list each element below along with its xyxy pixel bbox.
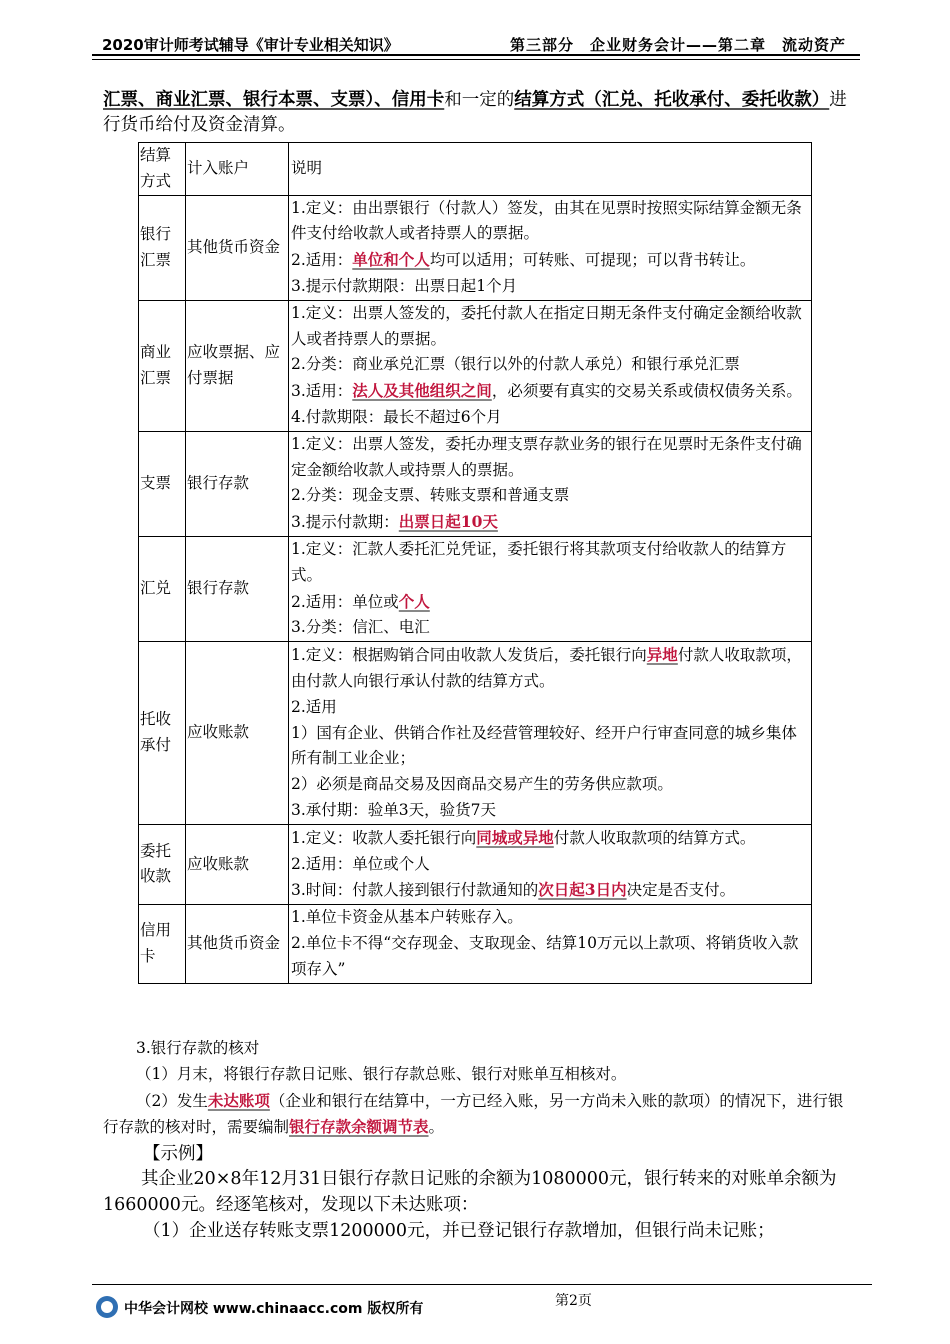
desc-text: 3.适用：: [291, 382, 353, 401]
row-description: [289, 300, 812, 431]
p2-text: （企业和银行在结算中，一方已经入账，另一方尚未入账的款项）的情况下，进行银行存款的核对时，需要编制: [103, 1092, 844, 1136]
settlement-methods-table: [138, 142, 812, 984]
page-number: 第2页: [555, 1293, 592, 1309]
desc-line: 1.定义：由出票银行（付款人）签发，由其在见票时按照实际结算金额无条件支付给收款人或者持票人的票据。: [291, 198, 802, 243]
row-description: [289, 431, 812, 536]
desc-text: 均可以适用；可转账、可提现；可以背书转让。: [429, 251, 756, 270]
p2-highlight: 未达账项: [207, 1091, 270, 1110]
table-row: [139, 431, 812, 536]
row-account: 应收票据、应付票据: [186, 300, 289, 431]
desc-line: [291, 509, 810, 536]
table-row: [139, 824, 812, 904]
desc-line: 2.分类：现金支票、转账支票和普通支票: [291, 486, 570, 505]
row-account: 其他货币资金: [186, 905, 289, 983]
desc-line: 1）国有企业、供销合作社及经营管理较好、经开户行审查同意的城乡集体所有制工业企业；: [291, 723, 797, 768]
desc-text: 付款人收取款项，由付款人向银行承认付款的结算方式。: [291, 646, 802, 690]
p2-highlight: 银行存款余额调节表: [289, 1117, 429, 1136]
desc-text: 3.提示付款期：: [291, 513, 399, 532]
section-paragraph-1: （1）月末，将银行存款日记账、银行存款总账、银行对账单互相核对。: [136, 1065, 627, 1083]
row-description: [289, 536, 812, 641]
table-row: [139, 195, 812, 300]
desc-line: 3.承付期：验单3天，验货7天: [291, 800, 497, 819]
table-row: [139, 905, 812, 983]
desc-text: 2.适用：: [291, 251, 353, 270]
header-rule: [92, 59, 860, 60]
table-row: [139, 300, 812, 431]
example-paragraph-1: 其企业20×8年12月31日银行存款日记账的余额为1080000元，银行转来的对账单余额为1660000元。经逐笔核对，发现以下未达账项：: [103, 1169, 837, 1215]
example-paragraph-2: （1）企业送存转账支票1200000元，并已登记银行存款增加，但银行尚未记账；: [143, 1221, 775, 1241]
desc-highlight: 异地: [646, 645, 678, 665]
desc-line: 2.单位卡不得“交存现金、支取现金、结算10万元以上款项、将销货收入款项存入”: [291, 933, 799, 978]
row-method: 银行汇票: [139, 195, 186, 300]
table-header-row: [139, 143, 812, 196]
desc-line: 2.适用: [291, 697, 337, 716]
desc-text: 1.定义：收款人委托银行向: [291, 828, 477, 847]
row-method: 汇兑: [139, 536, 186, 641]
desc-text: 3.时间：付款人接到银行付款通知的: [291, 881, 539, 900]
intro-text-1: 和一定的: [444, 90, 515, 110]
section-paragraph-2: [103, 1088, 853, 1140]
example-title: 【示例】: [143, 1144, 213, 1164]
desc-line: [291, 877, 810, 904]
row-account: 其他货币资金: [186, 195, 289, 300]
desc-highlight: 单位和个人: [352, 250, 430, 270]
header-left-title: 2020审计师考试辅导《审计专业相关知识》: [102, 36, 399, 54]
row-method: 支票: [139, 431, 186, 536]
header-right-title: 第三部分 企业财务会计——第二章 流动资产: [509, 36, 846, 54]
desc-highlight: 次日起3日内: [538, 880, 627, 900]
desc-highlight: 同城或异地: [476, 827, 554, 847]
desc-highlight: 法人及其他组织之间: [352, 381, 492, 401]
section-title: 3.银行存款的核对: [136, 1039, 260, 1057]
intro-text-2: 进行货币给付及资金清算。: [103, 90, 847, 135]
desc-line: [291, 825, 810, 852]
row-description: [289, 905, 812, 983]
row-description: [289, 824, 812, 904]
desc-text: ，必须要有真实的交易关系或债权债务关系。: [491, 382, 802, 401]
row-description: [289, 642, 812, 825]
desc-line: 2.适用：单位或个人: [291, 854, 430, 873]
desc-line: [291, 378, 810, 405]
desc-text: 2.适用：单位或: [291, 592, 399, 611]
footer-copyright: 中华会计网校 www.chinaacc.com 版权所有: [124, 1301, 424, 1317]
desc-text: 付款人收取款项的结算方式。: [553, 828, 756, 847]
p2-text: （2）发生: [136, 1092, 208, 1110]
header-method: 结算方式: [139, 143, 186, 196]
row-method: 托收承付: [139, 642, 186, 825]
desc-text: 1.定义：根据购销合同由收款人发货后，委托银行向: [291, 646, 647, 665]
desc-line: 2）必须是商品交易及因商品交易产生的劳务供应款项。: [291, 775, 673, 794]
footer-rule: [92, 1284, 872, 1285]
desc-line: 4.付款期限：最长不超过6个月: [291, 407, 502, 426]
row-account: 应收账款: [186, 824, 289, 904]
page-header: [92, 28, 860, 56]
row-account: 应收账款: [186, 642, 289, 825]
row-account: 银行存款: [186, 536, 289, 641]
desc-highlight: 个人: [398, 591, 430, 611]
header-account: 计入账户: [186, 143, 289, 196]
desc-line: [291, 247, 810, 274]
header-description: 说明: [289, 143, 812, 196]
row-method: 商业汇票: [139, 300, 186, 431]
row-description: [289, 195, 812, 300]
intro-paragraph: [103, 88, 853, 138]
desc-line: 1.定义：出票人签发，委托办理支票存款业务的银行在见票时无条件支付确定金额给收款人或持票人的票据。: [291, 434, 802, 479]
desc-line: 1.单位卡资金从基本户转账存入。: [291, 908, 523, 927]
intro-underlined-2: 结算方式（汇兑、托收承付、委托收款）: [514, 90, 830, 110]
desc-line: 1.定义：汇款人委托汇兑凭证，委托银行将其款项支付给收款人的结算方式。: [291, 539, 787, 584]
desc-text: 决定是否支付。: [626, 881, 736, 900]
desc-line: [291, 589, 810, 616]
row-account: 银行存款: [186, 431, 289, 536]
chinaacc-logo-icon: [96, 1296, 118, 1318]
desc-highlight: 出票日起10天: [398, 512, 498, 532]
desc-line: 2.分类：商业承兑汇票（银行以外的付款人承兑）和银行承兑汇票: [291, 355, 740, 374]
table-row: [139, 642, 812, 825]
desc-line: 3.分类：信汇、电汇: [291, 618, 430, 637]
row-method: 委托收款: [139, 824, 186, 904]
desc-line: 1.定义：出票人签发的，委托付款人在指定日期无条件支付确定金额给收款人或者持票人的票据。: [291, 303, 802, 348]
intro-underlined-1: 汇票、商业汇票、银行本票、支票）、信用卡: [103, 90, 445, 110]
table-row: [139, 536, 812, 641]
row-method: 信用卡: [139, 905, 186, 983]
desc-line: 3.提示付款期限：出票日起1个月: [291, 276, 518, 295]
p2-text: 。: [428, 1118, 445, 1136]
desc-line: [291, 642, 810, 695]
